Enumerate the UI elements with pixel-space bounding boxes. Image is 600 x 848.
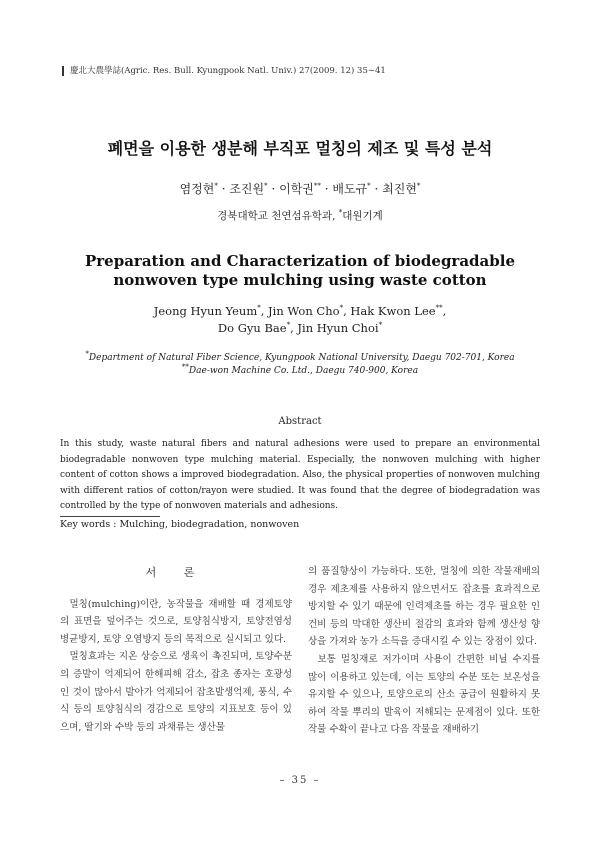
keywords-rule [60, 516, 160, 517]
body-paragraph: 멀칭효과는 지온 상승으로 생육이 촉진되며, 토양수분의 증발이 억제되어 한해피해 감소, 잡초 종자는 호광성인 것이 많아서 발아가 억제되어 잡초발생억제, 풍식, 수식 등의 토양침식의 경감으로 토양의 지표보호 등이 있으며, 딸기와 수박 등의 과채류는 생산물 [60, 651, 292, 733]
body-paragraph: 의 품질향상이 가능하다. 또한, 멀칭에 의한 작물재배의 경우 제초제를 사용하지 않으면서도 잡초를 효과적으로 방지할 수 있기 때문에 인력제초를 하는 경우 필요한 인건비 등의 막대한 생산비 절감의 효과와 함께 생산성 향상을 가져와 농가 소득을 증대시킬 수 있는 장점이 있다. [308, 566, 540, 648]
author-en-1-mark: * [257, 304, 261, 313]
author-separator: · [374, 182, 379, 196]
author-ko-1: 염정현 [179, 182, 215, 196]
author-en-4: Do Gyu Bae [217, 321, 287, 335]
section-heading-introduction: 서 론 [145, 566, 207, 579]
korean-affiliation [0, 208, 600, 223]
affiliation-en-2-text: Dae-won Machine Co. Ltd., Daegu 740-900, Korea [188, 366, 419, 376]
author-ko-5: 최진현 [382, 182, 417, 196]
author-en-2-mark: * [339, 304, 344, 313]
author-en-3-sep: , [442, 304, 447, 318]
affiliation-en-2-mark: ** [181, 363, 189, 371]
author-en-3: Hak Kwon Lee [350, 304, 436, 318]
english-authors-line-1 [60, 303, 540, 320]
author-separator: · [271, 182, 276, 196]
body-column-left [60, 560, 292, 736]
author-en-1: Jeong Hyun Yeum [153, 304, 258, 318]
author-separator: · [324, 182, 329, 196]
keywords: Key words : Mulching, biodegradation, nonwoven [60, 519, 300, 530]
author-en-1-sep: , [260, 304, 269, 318]
author-ko-2: 조진원 [229, 182, 265, 196]
author-ko-3-mark: ** [313, 182, 321, 190]
author-en-5: Jin Hyun Choi [297, 321, 379, 335]
affiliation-en-1-text: Department of Natural Fiber Science, Kyungpook National University, Daegu 702-701, Korea [88, 353, 515, 363]
author-ko-1-mark: * [214, 182, 218, 190]
author-en-4-mark: * [286, 321, 291, 330]
author-ko-4: 배도규 [332, 182, 368, 196]
author-en-3-mark: ** [435, 304, 443, 313]
affiliation-ko-dept: 경북대학교 천연섬유학과, [217, 210, 336, 222]
affiliation-en-1 [60, 352, 540, 365]
author-ko-3: 이학권 [279, 182, 314, 196]
body-paragraph: 멀칭(mulching)이란, 농작물을 재배할 때 경제토양의 표면을 덮어주는 것으로, 토양침식방지, 토양전염성 병균방지, 토양 오염방지 등의 목적으로 실시되고 있다. [60, 598, 292, 645]
author-ko-4-mark: * [367, 182, 371, 190]
english-authors [60, 303, 540, 337]
author-ko-5-mark: * [416, 182, 421, 190]
korean-authors [0, 180, 600, 197]
author-en-4-sep: , [290, 321, 298, 335]
page-number: – 35 – [279, 775, 321, 786]
affiliation-ko-company: 대원기계 [342, 210, 383, 222]
affiliation-en-1-mark: * [85, 350, 89, 358]
body-column-right [308, 563, 540, 739]
abstract-body: In this study, waste natural fibers and natural adhesions were used to prepare an environmental biodegradable nonwoven type mulching material. Especially, the nonwoven mulching with higher content of cotton shows a improved biodegradation. Also, the physical properties of nonwoven mulching with different ratios of cotton/rayon were studied. It was found that the degree of biodegradation was controlled by the type of nonwoven materials and adhesions. [60, 439, 540, 511]
author-en-2: Jin Won Cho [268, 304, 340, 318]
korean-title: 폐면을 이용한 생분해 부직포 멀칭의 제조 및 특성 분석 [107, 139, 493, 158]
author-en-5-mark: * [378, 321, 383, 330]
abstract-heading: Abstract [278, 416, 322, 427]
english-authors-line-2 [60, 320, 540, 337]
body-paragraph: 보통 멀칭재로 저가이며 사용이 간편한 비닐 수지를 많이 이용하고 있는데, 이는 토양의 수분 또는 보온성을 유지할 수 있으나, 토양으로의 산소 공급이 원활하지 못하여 작물 뿌리의 발육이 저해되는 문제점이 있다. 또한 작물 수확이 끝나고 다음 작물을 재배하기 [308, 653, 540, 736]
english-affiliations [60, 352, 540, 378]
author-en-2-sep: , [343, 304, 351, 318]
journal-reference: 慶北大農學誌(Agric. Res. Bull. Kyungpook Natl. Univ.) 27(2009. 12) 35∼41 [62, 66, 386, 76]
english-title: Preparation and Characterization of biodegradable nonwoven type mulching using waste cotton [85, 252, 515, 289]
author-ko-2-mark: * [264, 182, 268, 190]
affiliation-en-2 [60, 365, 540, 378]
author-separator: · [221, 182, 226, 196]
affiliation-ko-mark: * [338, 208, 343, 217]
